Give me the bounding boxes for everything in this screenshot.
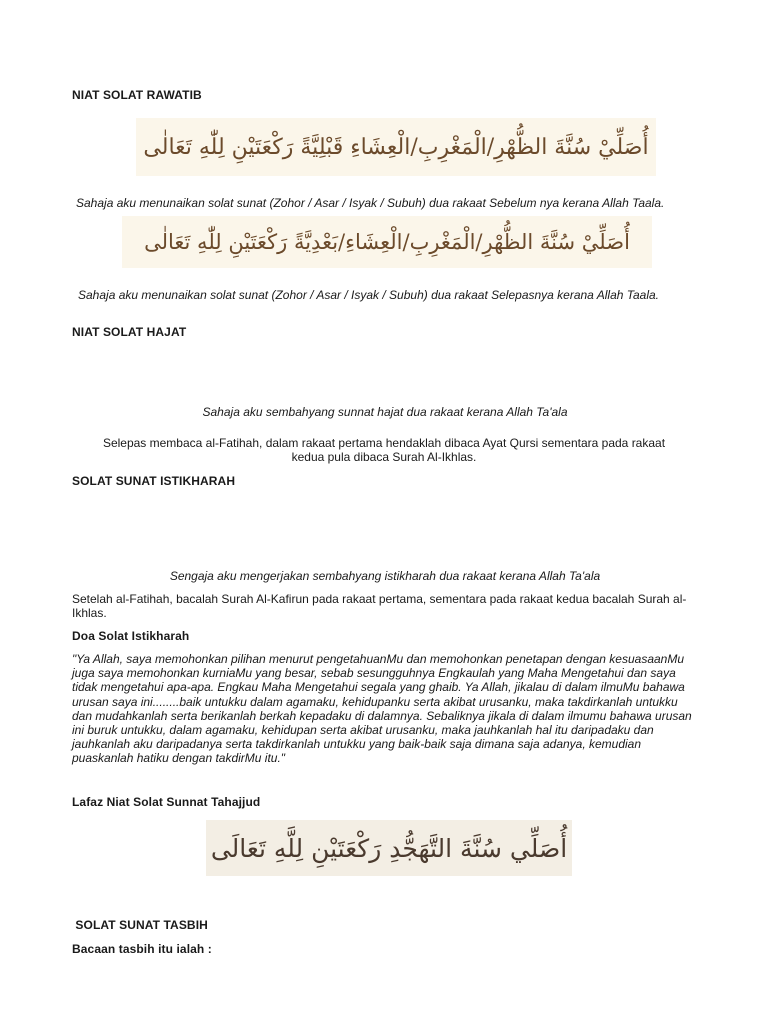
arabic-niat-rawatib-after-image: أُصَلِّيْ سُنَّةَ الظُّهْرِ/الْمَغْرِبِ/الْعِشَاءِ/بَعْدِيَّةً رَكْعَتَيْنِ لِلّٰهِ تَعَالٰى — [122, 216, 652, 268]
niat-istikharah-text: Sengaja aku mengerjakan sembahyang istikharah dua rakaat kerana Allah Ta'ala — [169, 569, 601, 583]
translation-rawatib-before: Sahaja aku menunaikan solat sunat (Zohor / Asar / Isyak / Subuh) dua rakaat Sebelum nya kerana Allah Taala. — [76, 196, 665, 210]
heading-tahajjud: Lafaz Niat Solat Sunnat Tahajjud — [72, 795, 261, 809]
arabic-niat-rawatib-before-image: أُصَلِّيْ سُنَّةَ الظُّهْرِ/الْمَغْرِبِ/الْعِشَاءِ قَبْلِيَّةً رَكْعَتَيْنِ لِلّٰهِ تَعَالٰى — [136, 118, 656, 176]
hajat-note: Selepas membaca al-Fatihah, dalam rakaat pertama hendaklah dibaca Ayat Qursi sementara pada rakaat kedua pula dibaca Surah Al-Ikhlas. — [102, 436, 666, 464]
heading-istikharah: SOLAT SUNAT ISTIKHARAH — [72, 474, 236, 488]
heading-rawatib: NIAT SOLAT RAWATIB — [72, 88, 202, 102]
niat-hajat-text: Sahaja aku sembahyang sunnat hajat dua rakaat kerana Allah Ta'ala — [202, 405, 568, 419]
heading-tasbih: SOLAT SUNAT TASBIH — [72, 918, 208, 932]
istikharah-note: Setelah al-Fatihah, bacalah Surah Al-Kafirun pada rakaat pertama, sementara pada rakaat kedua bacalah Surah al-Ikhlas. — [72, 592, 687, 620]
tasbih-subheading: Bacaan tasbih itu ialah : — [72, 942, 212, 956]
heading-doa-istikharah: Doa Solat Istikharah — [72, 629, 190, 643]
translation-rawatib-after: Sahaja aku menunaikan solat sunat (Zohor / Asar / Isyak / Subuh) dua rakaat Selepasnya kerana Allah Taala. — [78, 288, 660, 302]
arabic-niat-tahajjud-image: أُصَلِّي سُنَّةَ التَّهَجُّدِ رَكْعَتَيْنِ لِلَّهِ تَعَالَى — [206, 820, 572, 876]
doa-istikharah-text: "Ya Allah, saya memohonkan pilihan menurut pengetahuanMu dan memohonkan penetapan dengan kesuasaanMu juga saya memohonkan kurniaMu yang besar, sebab sesungguhnya Engkaulah yang Maha Mengetahui dan saya tidak mengetahui apa-apa. Engkau Maha Mengetahui segala yang ghaib. Ya Allah, jikalau di dalam ilmuMu bahawa urusan saya ini........baik untukku dalam agamaku, kehidupanku serta akibat urusanku, maka takdirkanlah untukku dan mudahkanlah serta berikanlah berkah kepadaku di dalamnya. Sebaliknya jikala di dalam ilmumu bahawa urusan ini buruk untukku, dalam agamaku, kehidupan serta akibat urusanku, maka jauhkanlah hal itu daripadaku dan jauhkanlah aku daripadanya serta takdirkanlah untukku yang baik-baik saja dimana saja adanya, kemudian puaskanlah hatiku dengan takdirMu itu." — [72, 652, 692, 766]
heading-hajat: NIAT SOLAT HAJAT — [72, 325, 187, 339]
